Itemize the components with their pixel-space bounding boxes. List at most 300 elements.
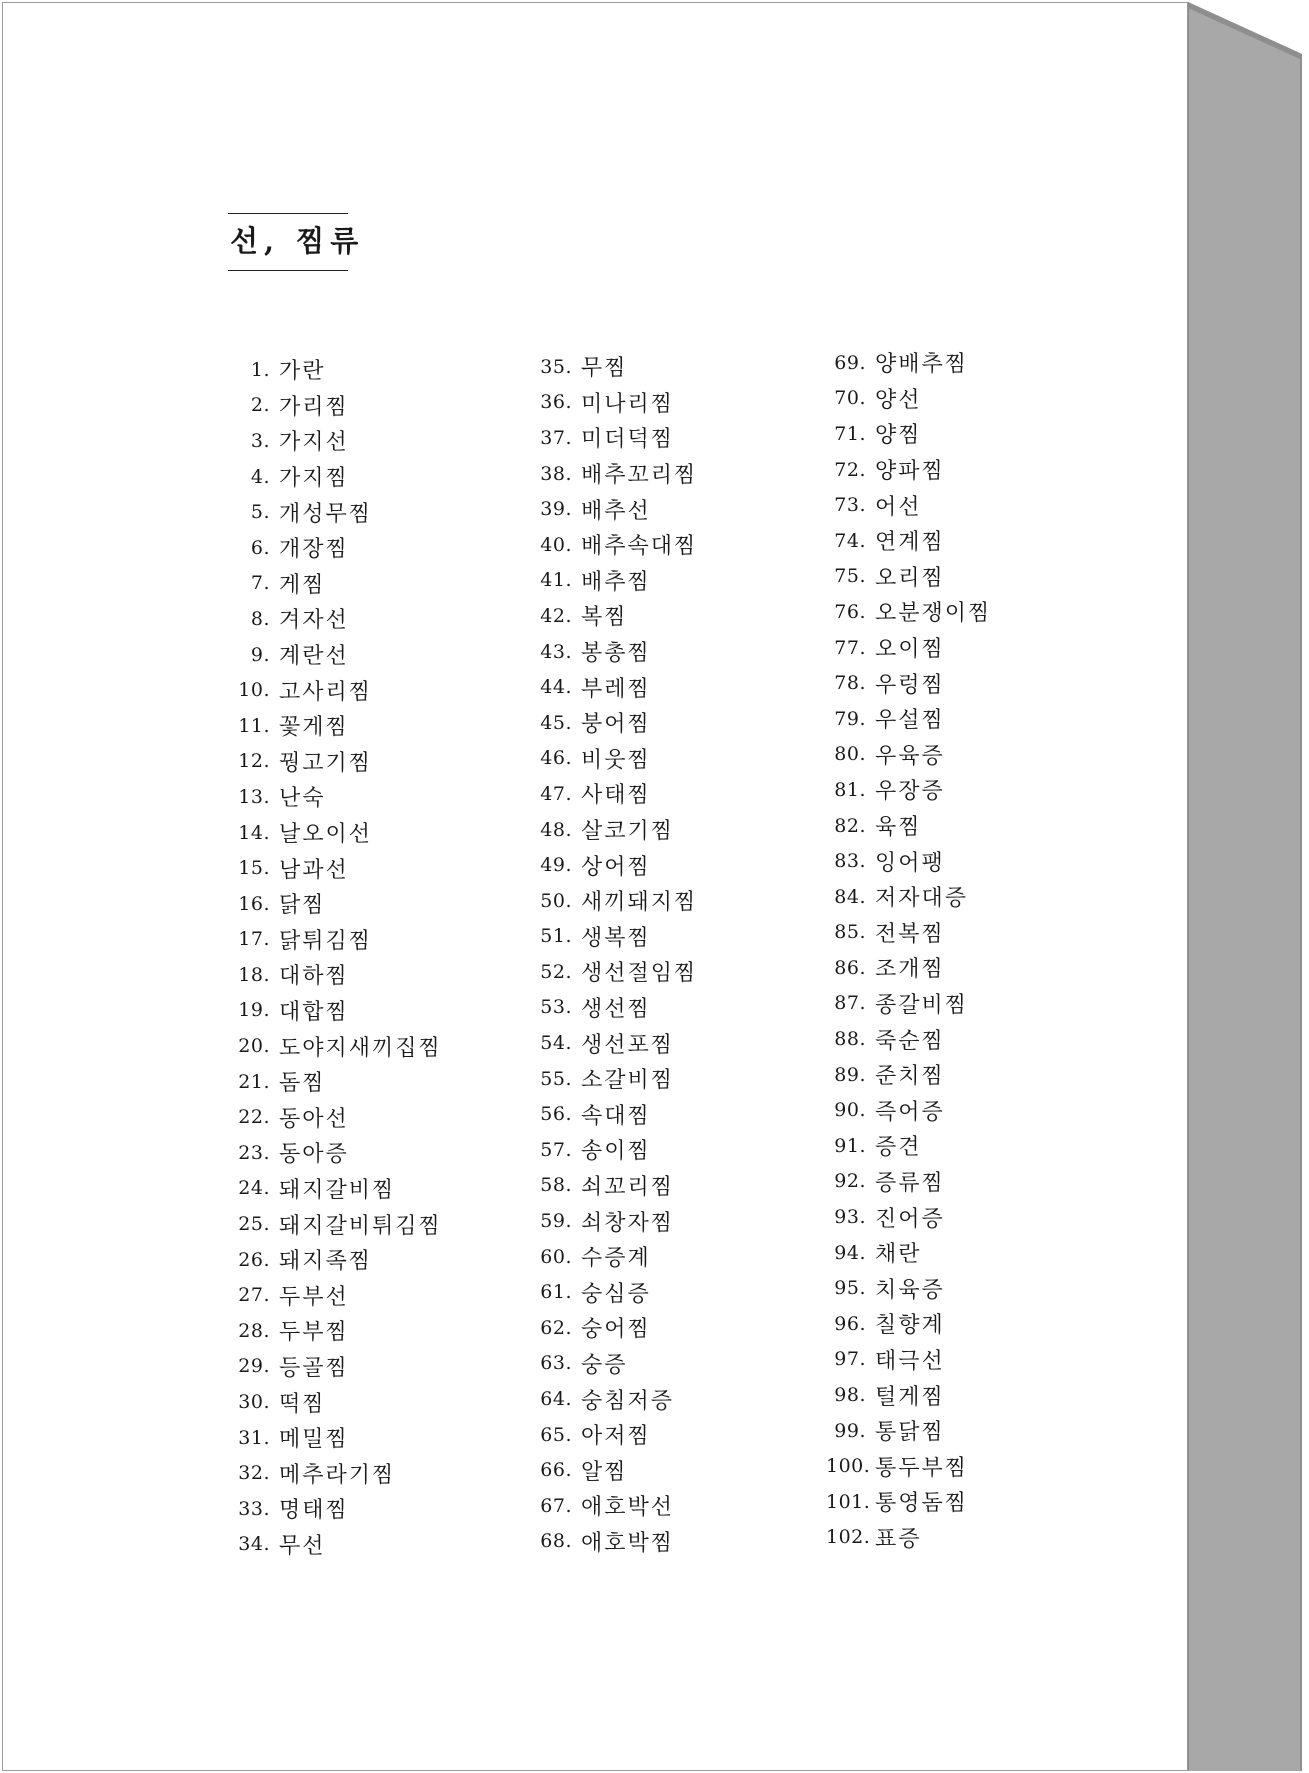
item-name: 잉어팽 <box>875 850 945 876</box>
item-number: 91. <box>834 1134 866 1157</box>
item-number: 26. <box>238 1248 270 1271</box>
item-number: 52. <box>540 960 572 983</box>
item-number: 96. <box>834 1312 866 1335</box>
list-item <box>826 1306 991 1342</box>
item-name: 애호박선 <box>581 1495 675 1521</box>
item-number: 57. <box>540 1138 572 1161</box>
item-name: 사태찜 <box>581 783 651 809</box>
item-number: 19. <box>238 999 270 1022</box>
list-item <box>826 1057 991 1093</box>
list-item <box>826 808 991 844</box>
list-item <box>228 1420 442 1456</box>
item-name: 알찜 <box>581 1459 628 1485</box>
item-number: 29. <box>238 1355 270 1378</box>
list-item <box>530 1132 697 1168</box>
item-number: 74. <box>834 529 866 552</box>
list-column-2 <box>530 349 697 1559</box>
item-number: 48. <box>540 818 572 841</box>
list-item <box>826 1520 991 1556</box>
item-name: 치육증 <box>875 1277 945 1303</box>
item-number: 18. <box>238 963 270 986</box>
item-number: 67. <box>540 1494 572 1517</box>
item-number: 56. <box>540 1103 572 1126</box>
item-name: 생선절임찜 <box>581 961 698 987</box>
item-name: 쇠꼬리찜 <box>581 1174 675 1200</box>
item-name: 증견 <box>875 1135 922 1161</box>
list-item <box>228 850 442 886</box>
list-item <box>530 349 697 385</box>
list-item <box>228 423 442 459</box>
section-title-block <box>228 213 365 271</box>
item-number: 31. <box>238 1426 270 1449</box>
list-item <box>228 352 442 388</box>
list-item <box>228 1491 442 1527</box>
item-number: 66. <box>540 1459 572 1482</box>
list-item <box>228 530 442 566</box>
list-item <box>530 1025 697 1061</box>
item-name: 동아증 <box>279 1142 349 1168</box>
list-item <box>530 1096 697 1132</box>
item-name: 소갈비찜 <box>581 1068 675 1094</box>
item-name: 대합찜 <box>279 999 349 1025</box>
item-number: 81. <box>834 778 866 801</box>
list-item <box>826 1128 991 1164</box>
item-number: 1. <box>250 358 270 381</box>
item-name: 통닭찜 <box>875 1420 945 1446</box>
list-item <box>530 1346 697 1382</box>
list-item <box>228 815 442 851</box>
title-bottom-rule <box>228 270 348 271</box>
item-name: 양파찜 <box>875 459 945 485</box>
item-name: 비웃찜 <box>581 747 651 773</box>
list-item <box>228 1384 442 1420</box>
list-item <box>228 957 442 993</box>
list-item <box>530 385 697 421</box>
item-name: 아저찜 <box>581 1424 651 1450</box>
list-item <box>826 345 991 381</box>
list-item <box>228 922 442 958</box>
item-name: 태극선 <box>875 1348 945 1374</box>
item-number: 6. <box>250 536 270 559</box>
section-title: 선, 찜류 <box>230 224 365 258</box>
item-number: 93. <box>834 1206 866 1229</box>
item-number: 58. <box>540 1174 572 1197</box>
item-number: 94. <box>834 1241 866 1264</box>
item-number: 69. <box>834 351 866 374</box>
list-item <box>530 1061 697 1097</box>
item-number: 54. <box>540 1032 572 1055</box>
item-number: 49. <box>540 854 572 877</box>
list-item <box>530 1524 697 1560</box>
item-name: 어선 <box>875 494 922 520</box>
item-name: 닭찜 <box>279 893 326 919</box>
list-item <box>228 708 442 744</box>
item-name: 복찜 <box>581 605 628 631</box>
item-number: 42. <box>540 604 572 627</box>
list-item <box>530 1203 697 1239</box>
item-number: 65. <box>540 1423 572 1446</box>
item-number: 36. <box>540 391 572 414</box>
list-item <box>228 494 442 530</box>
item-number: 86. <box>834 956 866 979</box>
list-item <box>826 559 991 595</box>
item-name: 무찜 <box>581 356 628 382</box>
item-name: 우장증 <box>875 779 945 805</box>
item-number: 88. <box>834 1028 866 1051</box>
item-number: 33. <box>238 1497 270 1520</box>
item-number: 59. <box>540 1210 572 1233</box>
item-name: 증류찜 <box>875 1170 945 1196</box>
item-number: 40. <box>540 533 572 556</box>
list-item <box>228 601 442 637</box>
list-item <box>530 1239 697 1275</box>
item-name: 속대찜 <box>581 1103 651 1129</box>
list-item <box>826 915 991 951</box>
item-name: 새끼돼지찜 <box>581 890 698 916</box>
list-column-1 <box>228 352 442 1562</box>
item-number: 77. <box>834 636 866 659</box>
list-item <box>228 672 442 708</box>
list-item <box>530 1381 697 1417</box>
item-name: 명태찜 <box>279 1498 349 1524</box>
list-item <box>826 1342 991 1378</box>
item-number: 72. <box>834 458 866 481</box>
item-name: 가란 <box>279 359 326 385</box>
item-name: 가지찜 <box>279 466 349 492</box>
item-name: 숭침저증 <box>581 1388 675 1414</box>
list-item <box>826 1092 991 1128</box>
item-name: 생복찜 <box>581 925 651 951</box>
item-name: 봉총찜 <box>581 641 651 667</box>
item-number: 98. <box>834 1384 866 1407</box>
item-name: 돔찜 <box>279 1071 326 1097</box>
item-number: 44. <box>540 676 572 699</box>
item-number: 20. <box>238 1035 270 1058</box>
item-name: 생선찜 <box>581 996 651 1022</box>
list-item <box>826 630 991 666</box>
item-number: 22. <box>238 1106 270 1129</box>
list-item <box>826 772 991 808</box>
item-name: 가리찜 <box>279 394 349 420</box>
item-number: 89. <box>834 1063 866 1086</box>
item-name: 메밀찜 <box>279 1427 349 1453</box>
item-name: 칠향계 <box>875 1313 945 1339</box>
item-number: 13. <box>238 785 270 808</box>
item-number: 14. <box>238 821 270 844</box>
item-name: 쇠창자찜 <box>581 1210 675 1236</box>
item-number: 41. <box>540 569 572 592</box>
item-name: 우육증 <box>875 743 945 769</box>
list-item <box>530 776 697 812</box>
list-item <box>530 634 697 670</box>
item-number: 70. <box>834 387 866 410</box>
item-number: 46. <box>540 747 572 770</box>
item-number: 39. <box>540 498 572 521</box>
item-number: 79. <box>834 707 866 730</box>
item-number: 47. <box>540 782 572 805</box>
item-name: 육찜 <box>875 815 922 841</box>
book-page <box>2 2 1188 1771</box>
item-name: 숭심증 <box>581 1281 651 1307</box>
item-number: 45. <box>540 711 572 734</box>
item-number: 73. <box>834 494 866 517</box>
item-name: 붕어찜 <box>581 712 651 738</box>
item-number: 51. <box>540 925 572 948</box>
item-number: 85. <box>834 921 866 944</box>
item-number: 25. <box>238 1213 270 1236</box>
item-name: 닭튀김찜 <box>279 928 373 954</box>
item-number: 95. <box>834 1277 866 1300</box>
item-name: 꿩고기찜 <box>279 750 373 776</box>
list-item <box>530 1417 697 1453</box>
item-number: 101. <box>826 1490 871 1513</box>
item-name: 즉어증 <box>875 1099 945 1125</box>
list-item <box>826 665 991 701</box>
item-number: 68. <box>540 1530 572 1553</box>
item-number: 3. <box>250 429 270 452</box>
item-name: 난숙 <box>279 786 326 812</box>
item-name: 오리찜 <box>875 565 945 591</box>
list-item <box>826 986 991 1022</box>
item-number: 62. <box>540 1316 572 1339</box>
item-name: 돼지갈비튀김찜 <box>279 1213 442 1239</box>
list-item <box>826 1199 991 1235</box>
item-number: 87. <box>834 992 866 1015</box>
item-name: 미더덕찜 <box>581 427 675 453</box>
item-name: 오분쟁이찜 <box>875 601 992 627</box>
list-item <box>530 1488 697 1524</box>
list-item <box>228 886 442 922</box>
item-name: 종갈비찜 <box>875 992 969 1018</box>
list-item <box>228 1455 442 1491</box>
list-item <box>530 1452 697 1488</box>
list-column-3 <box>826 345 991 1555</box>
item-number: 37. <box>540 426 572 449</box>
list-item <box>228 1206 442 1242</box>
item-name: 날오이선 <box>279 822 373 848</box>
list-item <box>228 993 442 1029</box>
item-number: 61. <box>540 1281 572 1304</box>
item-name: 털게찜 <box>875 1384 945 1410</box>
item-number: 7. <box>250 572 270 595</box>
item-number: 64. <box>540 1388 572 1411</box>
list-item <box>530 1310 697 1346</box>
item-number: 102. <box>826 1526 871 1549</box>
item-name: 숭어찜 <box>581 1317 651 1343</box>
item-name: 전복찜 <box>875 921 945 947</box>
list-item <box>530 954 697 990</box>
item-number: 53. <box>540 996 572 1019</box>
list-item <box>826 701 991 737</box>
list-item <box>826 1413 991 1449</box>
item-name: 우렁찜 <box>875 672 945 698</box>
list-item <box>228 388 442 424</box>
item-name: 우설찜 <box>875 708 945 734</box>
item-number: 90. <box>834 1099 866 1122</box>
item-number: 83. <box>834 850 866 873</box>
list-item <box>530 456 697 492</box>
item-name: 떡찜 <box>279 1391 326 1417</box>
list-item <box>228 1527 442 1563</box>
item-name: 두부선 <box>279 1284 349 1310</box>
item-name: 배추속대찜 <box>581 534 698 560</box>
item-name: 오이찜 <box>875 637 945 663</box>
list-item <box>826 1377 991 1413</box>
list-item <box>228 1135 442 1171</box>
item-number: 2. <box>250 394 270 417</box>
list-item <box>826 1164 991 1200</box>
item-number: 15. <box>238 857 270 880</box>
item-number: 4. <box>250 465 270 488</box>
item-name: 동아선 <box>279 1106 349 1132</box>
item-name: 조개찜 <box>875 957 945 983</box>
item-number: 9. <box>250 643 270 666</box>
item-number: 17. <box>238 928 270 951</box>
list-item <box>826 523 991 559</box>
item-number: 8. <box>250 607 270 630</box>
item-name: 송이찜 <box>581 1139 651 1165</box>
item-name: 무선 <box>279 1533 326 1559</box>
item-number: 75. <box>834 565 866 588</box>
list-item <box>530 990 697 1026</box>
list-item <box>228 1171 442 1207</box>
list-item <box>228 779 442 815</box>
item-number: 97. <box>834 1348 866 1371</box>
item-number: 60. <box>540 1245 572 1268</box>
item-number: 28. <box>238 1319 270 1342</box>
item-name: 양찜 <box>875 423 922 449</box>
item-number: 80. <box>834 743 866 766</box>
item-name: 미나리찜 <box>581 391 675 417</box>
item-name: 배추선 <box>581 498 651 524</box>
list-item <box>530 741 697 777</box>
item-name: 돼지족찜 <box>279 1249 373 1275</box>
list-item <box>530 1168 697 1204</box>
item-name: 숭증 <box>581 1352 628 1378</box>
item-number: 76. <box>834 600 866 623</box>
list-item <box>228 1242 442 1278</box>
item-number: 71. <box>834 422 866 445</box>
item-name: 등골찜 <box>279 1355 349 1381</box>
list-item <box>530 491 697 527</box>
item-number: 24. <box>238 1177 270 1200</box>
item-name: 애호박찜 <box>581 1530 675 1556</box>
list-item <box>228 1099 442 1135</box>
list-item <box>826 416 991 452</box>
list-item <box>228 1064 442 1100</box>
item-number: 16. <box>238 892 270 915</box>
item-number: 32. <box>238 1462 270 1485</box>
item-name: 표증 <box>875 1526 922 1552</box>
list-item <box>228 1349 442 1385</box>
list-item <box>530 883 697 919</box>
list-item <box>826 1448 991 1484</box>
list-item <box>826 487 991 523</box>
item-number: 38. <box>540 462 572 485</box>
item-name: 개장찜 <box>279 537 349 563</box>
list-item <box>826 1235 991 1271</box>
list-item <box>530 420 697 456</box>
list-item <box>530 919 697 955</box>
list-item <box>228 459 442 495</box>
item-name: 준치찜 <box>875 1064 945 1090</box>
item-number: 12. <box>238 750 270 773</box>
item-name: 계란선 <box>279 644 349 670</box>
book-thickness-edge <box>1188 2 1302 1771</box>
item-name: 배추꼬리찜 <box>581 463 698 489</box>
list-item <box>826 594 991 630</box>
item-number: 23. <box>238 1141 270 1164</box>
item-name: 두부찜 <box>279 1320 349 1346</box>
item-number: 100. <box>826 1455 871 1478</box>
item-name: 개성무찜 <box>279 501 373 527</box>
list-item <box>228 566 442 602</box>
item-name: 진어증 <box>875 1206 945 1232</box>
item-name: 대하찜 <box>279 964 349 990</box>
list-item <box>530 669 697 705</box>
list-item <box>826 381 991 417</box>
item-name: 상어찜 <box>581 854 651 880</box>
item-name: 통두부찜 <box>875 1455 969 1481</box>
item-number: 10. <box>238 679 270 702</box>
list-item <box>826 950 991 986</box>
list-item <box>530 1274 697 1310</box>
item-name: 생선포찜 <box>581 1032 675 1058</box>
item-name: 양선 <box>875 387 922 413</box>
item-number: 43. <box>540 640 572 663</box>
item-name: 부레찜 <box>581 676 651 702</box>
list-item <box>530 527 697 563</box>
item-name: 게찜 <box>279 572 326 598</box>
item-number: 92. <box>834 1170 866 1193</box>
list-item <box>228 744 442 780</box>
list-item <box>826 1270 991 1306</box>
list-item <box>530 598 697 634</box>
item-name: 양배추찜 <box>875 352 969 378</box>
list-item <box>228 637 442 673</box>
list-item <box>228 1313 442 1349</box>
item-name: 살코기찜 <box>581 819 675 845</box>
item-name: 수증계 <box>581 1246 651 1272</box>
item-number: 84. <box>834 885 866 908</box>
item-name: 저자대증 <box>875 886 969 912</box>
item-name: 채란 <box>875 1242 922 1268</box>
item-name: 메추라기찜 <box>279 1462 396 1488</box>
item-number: 35. <box>540 355 572 378</box>
list-item <box>826 1484 991 1520</box>
list-item <box>530 705 697 741</box>
list-item <box>826 737 991 773</box>
item-name: 도야지새끼집찜 <box>279 1035 442 1061</box>
list-item <box>530 847 697 883</box>
item-number: 78. <box>834 672 866 695</box>
list-item <box>228 1028 442 1064</box>
item-number: 34. <box>238 1533 270 1556</box>
item-name: 돼지갈비찜 <box>279 1177 396 1203</box>
item-number: 99. <box>834 1419 866 1442</box>
item-name: 연계찜 <box>875 530 945 556</box>
item-number: 55. <box>540 1067 572 1090</box>
list-item <box>530 812 697 848</box>
item-number: 11. <box>238 714 270 737</box>
list-item <box>826 1021 991 1057</box>
list-item <box>826 452 991 488</box>
item-number: 50. <box>540 889 572 912</box>
list-item <box>530 563 697 599</box>
item-name: 통영돔찜 <box>875 1491 969 1517</box>
item-name: 고사리찜 <box>279 679 373 705</box>
list-item <box>826 843 991 879</box>
